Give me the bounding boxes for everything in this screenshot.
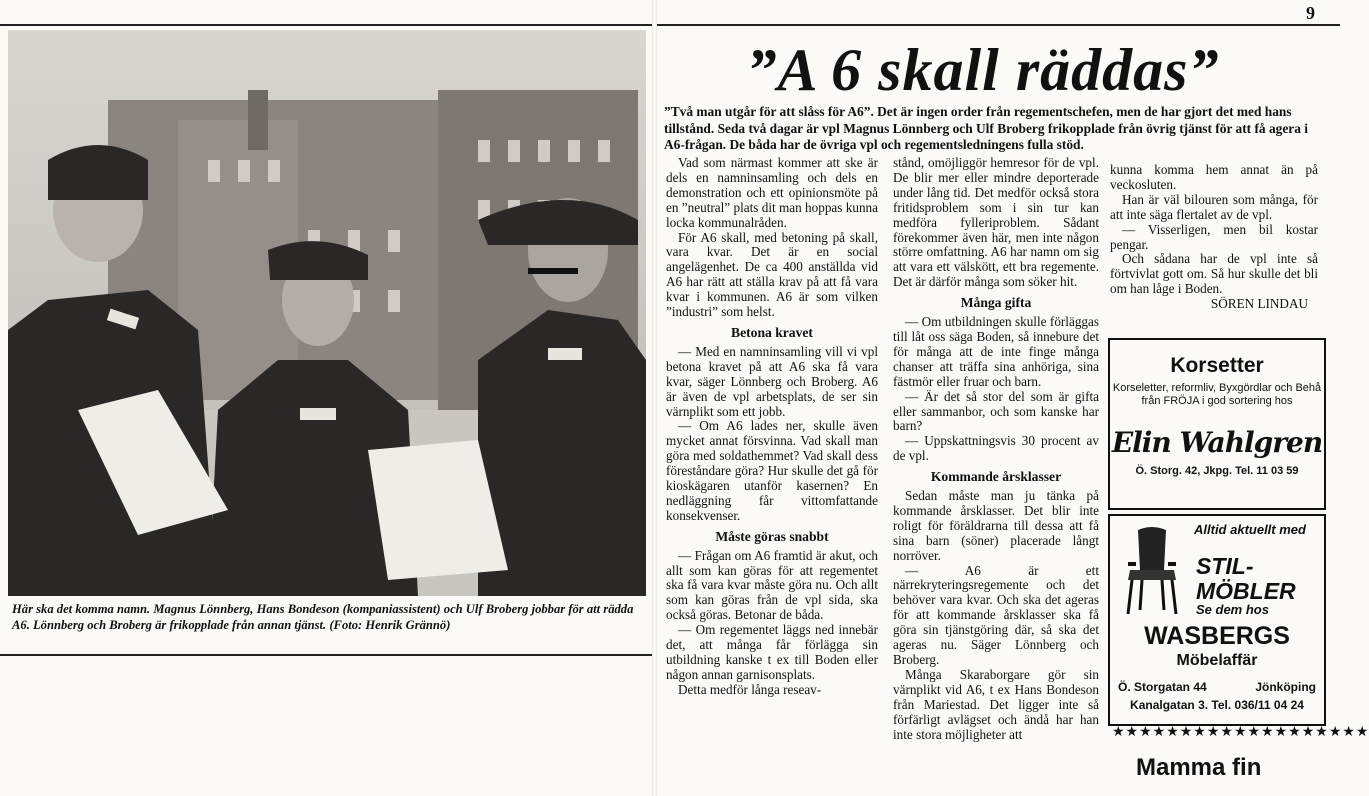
photo-caption: Här ska det komma namn. Magnus Lönnberg, Hans Bondeson (kompaniassistent) och Ulf Broberg jobbar för att rädda A6. Lönnberg och Broberg är frikopplade från annan tjänst. (Foto: Henrik Grännö) [12, 602, 634, 632]
article-column-1 [666, 156, 878, 698]
paragraph: — Om utbildningen skulle förläggas till låt oss säga Boden, så innebure det för många att de inte finge många chanser att träffa sina anhöriga, sina fästmör eller fruar och barn. [893, 314, 1099, 389]
page-number: 9 [1306, 3, 1315, 23]
caption-rule [0, 654, 652, 656]
ad-address-2: Kanalgatan 3. Tel. 036/11 04 24 [1130, 698, 1304, 712]
paragraph: Sedan måste man ju tänka på kommande årsklasser. Det blir inte roligt för föräldrarna till dessa att få sina barn (söner) placerade långt norröver. [893, 488, 1099, 563]
byline: SÖREN LINDAU [1210, 296, 1308, 312]
ad-body: Korseletter, reformliv, Byxgördlar och Behå från FRÖJA i god sortering hos [1112, 382, 1322, 407]
chair-icon [1120, 524, 1184, 616]
paragraph: — Frågan om A6 framtid är akut, och allt som kan göras för att regementet ska få vara kvar måste göra nu. Och allt som kan göras från de vpl sida, ska också göras. Betonar de båda. [666, 547, 878, 623]
paragraph: Och sådana har de vpl inte så förtvivlat gott om. Så hur skulle det bli om han låge i Boden. [1110, 251, 1318, 297]
paragraph: Han är väl bilouren som många, för att inte säga flertalet av de vpl. [1110, 191, 1318, 222]
ad-title: Korsetter [1170, 354, 1264, 377]
subheading: Måste göras snabbt [715, 528, 829, 544]
paragraph: Detta medför långa reseav- [678, 681, 822, 697]
subheading: Kommande årsklasser [930, 469, 1062, 485]
paragraph: — Med en namninsamling vill vi vpl betona kravet på att A6 ska få vara kvar, säger Lönnberg och Broberg. A6 är även de vpl arbetsplats, de ser sin värnplikt som ett jobb. [666, 343, 878, 419]
article-column-3 [1110, 163, 1318, 312]
ad-logo: Elin Wahlgren [1111, 426, 1323, 459]
headline: ”A 6 skall räddas” [746, 37, 1220, 103]
paragraph: stånd, omöjliggör hemresor för de vpl. De blir mer eller mindre deporterade under lång tid. Det medför också stora fritidsproblem som i sin tur kan medföra fylleriproblem. Sådant förekommer även här, men inte någon större omfattning. A6 har namn om sig att vara ett välskött, ett bra regemente. Det är därför många som söker hit. [893, 155, 1099, 290]
paragraph: Många Skaraborgare gör sin värnplikt vid A6, t ex Hans Bondeson från Mariestad. Det ligger inte så förfärligt avlägset och ändå har han inte stora möjligheter att [893, 666, 1099, 742]
ad-address: Ö. Storgatan 44 [1118, 680, 1207, 694]
ad-korsetter [1108, 338, 1326, 510]
paragraph: kunna komma hem annat än på veckosluten. [1110, 162, 1318, 192]
star-border: ★★★★★★★★★★★★★★★★★★★ [1112, 723, 1369, 739]
paragraph: För A6 skall, med betoning på skall, vara kvar. Det är en social angelägenhet. De ca 400 anställda vid A6 har rätt att ställa krav på att få vara kvar i kommunen. A6 är som vilken ”industri” som helst. [666, 229, 878, 320]
paragraph: — A6 är ett närrekryteringsregemente och det behöver vara kvar. Och ska det ageras för att kommande årsklasser ska få göra sin tjänstgöring där, så ska det ageras nu. Säger Lönnberg och Broberg. [893, 562, 1099, 667]
ad-line [1196, 554, 1296, 604]
ad-wasbergs [1108, 514, 1326, 726]
ad-name: WASBERGS [1144, 622, 1290, 650]
news-photo [8, 30, 646, 596]
lead-paragraph: ”Två man utgår för att slåss för A6”. Det är ingen order från regementschefen, men de har gjort det med hans tillstånd. Seda två dagar är vpl Magnus Lönnberg och Ulf Broberg frikopplade från övrig tjänst för att få agera i A6-frågan. De båda har de övriga vpl och regementsledningens fulla stöd. [664, 104, 1308, 152]
subheading: Många gifta [960, 295, 1032, 311]
ad-mamma [1112, 723, 1369, 796]
ad-line-part: MÖBLER [1196, 578, 1296, 604]
ad-line: Alltid aktuellt med [1194, 522, 1306, 537]
paragraph: — Visserligen, men bil kostar pengar. [1110, 221, 1318, 252]
top-rule [0, 24, 1340, 26]
ad-line: Se dem hos [1196, 602, 1269, 617]
ad-line-part: STIL- [1196, 553, 1254, 579]
ad-title: Mamma fin [1136, 754, 1262, 781]
paragraph: — Uppskattningsvis 30 procent av de vpl. [893, 433, 1099, 464]
ad-subname: Möbelaffär [1176, 652, 1258, 669]
paragraph: — Är det så stor del som är gifta eller sammanbor, och som kanske har barn? [893, 388, 1099, 434]
article-column-2 [893, 156, 1099, 742]
page-fold [652, 0, 657, 796]
paragraph: Vad som närmast kommer att ske är dels en namninsamling och dels en demonstration och ett opinionsmöte på en ”neutral” plats dit man hoppas kunna locka kommunalråden. [666, 155, 878, 230]
ad-address: Ö. Storg. 42, Jkpg. Tel. 11 03 59 [1135, 465, 1299, 477]
photo-illustration [8, 30, 646, 596]
paragraph: — Om regementet läggs ned innebär det, att många får förlägga sin utbildning kanske t ex till Boden eller någon annan garnisonsplats. [666, 622, 878, 682]
subheading: Betona kravet [731, 324, 813, 340]
paragraph: — Om A6 lades ner, skulle även mycket annat försvinna. Vad skall man göra med soldathemmet? Vad skall dess föreståndare göra? Hur skulle det gå för kioskägaren utanför kasernen? En nedläggning får vittomfattande konsekvenser. [666, 418, 878, 523]
ad-city: Jönköping [1255, 680, 1316, 694]
